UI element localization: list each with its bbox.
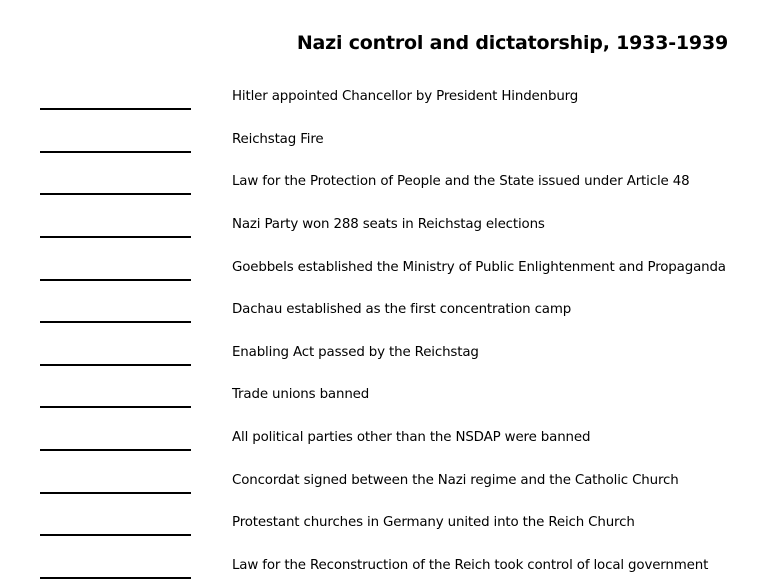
event-text: Goebbels established the Ministry of Public Enlightenment and Propaganda <box>232 260 726 275</box>
timeline-row <box>0 131 774 155</box>
answer-blank[interactable] <box>40 449 191 451</box>
event-text: Protestant churches in Germany united into the Reich Church <box>232 515 635 530</box>
timeline-row <box>0 514 774 538</box>
event-text: All political parties other than the NSDAP were banned <box>232 430 591 445</box>
timeline-row <box>0 386 774 410</box>
timeline-row <box>0 301 774 325</box>
event-text: Trade unions banned <box>232 387 370 402</box>
timeline-row <box>0 259 774 283</box>
answer-blank[interactable] <box>40 364 191 366</box>
event-text: Nazi Party won 288 seats in Reichstag elections <box>232 217 545 232</box>
answer-blank[interactable] <box>40 534 191 536</box>
timeline-row <box>0 173 774 197</box>
timeline-row <box>0 557 774 581</box>
timeline-row <box>0 216 774 240</box>
answer-blank[interactable] <box>40 108 191 110</box>
answer-blank[interactable] <box>40 236 191 238</box>
timeline-row <box>0 472 774 496</box>
event-text: Reichstag Fire <box>232 132 324 147</box>
event-text: Dachau established as the first concentration camp <box>232 302 572 317</box>
event-text: Law for the Reconstruction of the Reich took control of local government <box>232 558 709 573</box>
answer-blank[interactable] <box>40 321 191 323</box>
answer-blank[interactable] <box>40 577 191 579</box>
answer-blank[interactable] <box>40 492 191 494</box>
timeline-row <box>0 344 774 368</box>
event-text: Enabling Act passed by the Reichstag <box>232 345 479 360</box>
event-text: Hitler appointed Chancellor by President Hindenburg <box>232 89 579 104</box>
page-title: Nazi control and dictatorship, 1933-1939 <box>296 32 728 54</box>
timeline-row <box>0 429 774 453</box>
event-text: Concordat signed between the Nazi regime and the Catholic Church <box>232 473 679 488</box>
answer-blank[interactable] <box>40 193 191 195</box>
answer-blank[interactable] <box>40 151 191 153</box>
answer-blank[interactable] <box>40 279 191 281</box>
timeline-row <box>0 88 774 112</box>
answer-blank[interactable] <box>40 406 191 408</box>
event-text: Law for the Protection of People and the State issued under Article 48 <box>232 174 690 189</box>
